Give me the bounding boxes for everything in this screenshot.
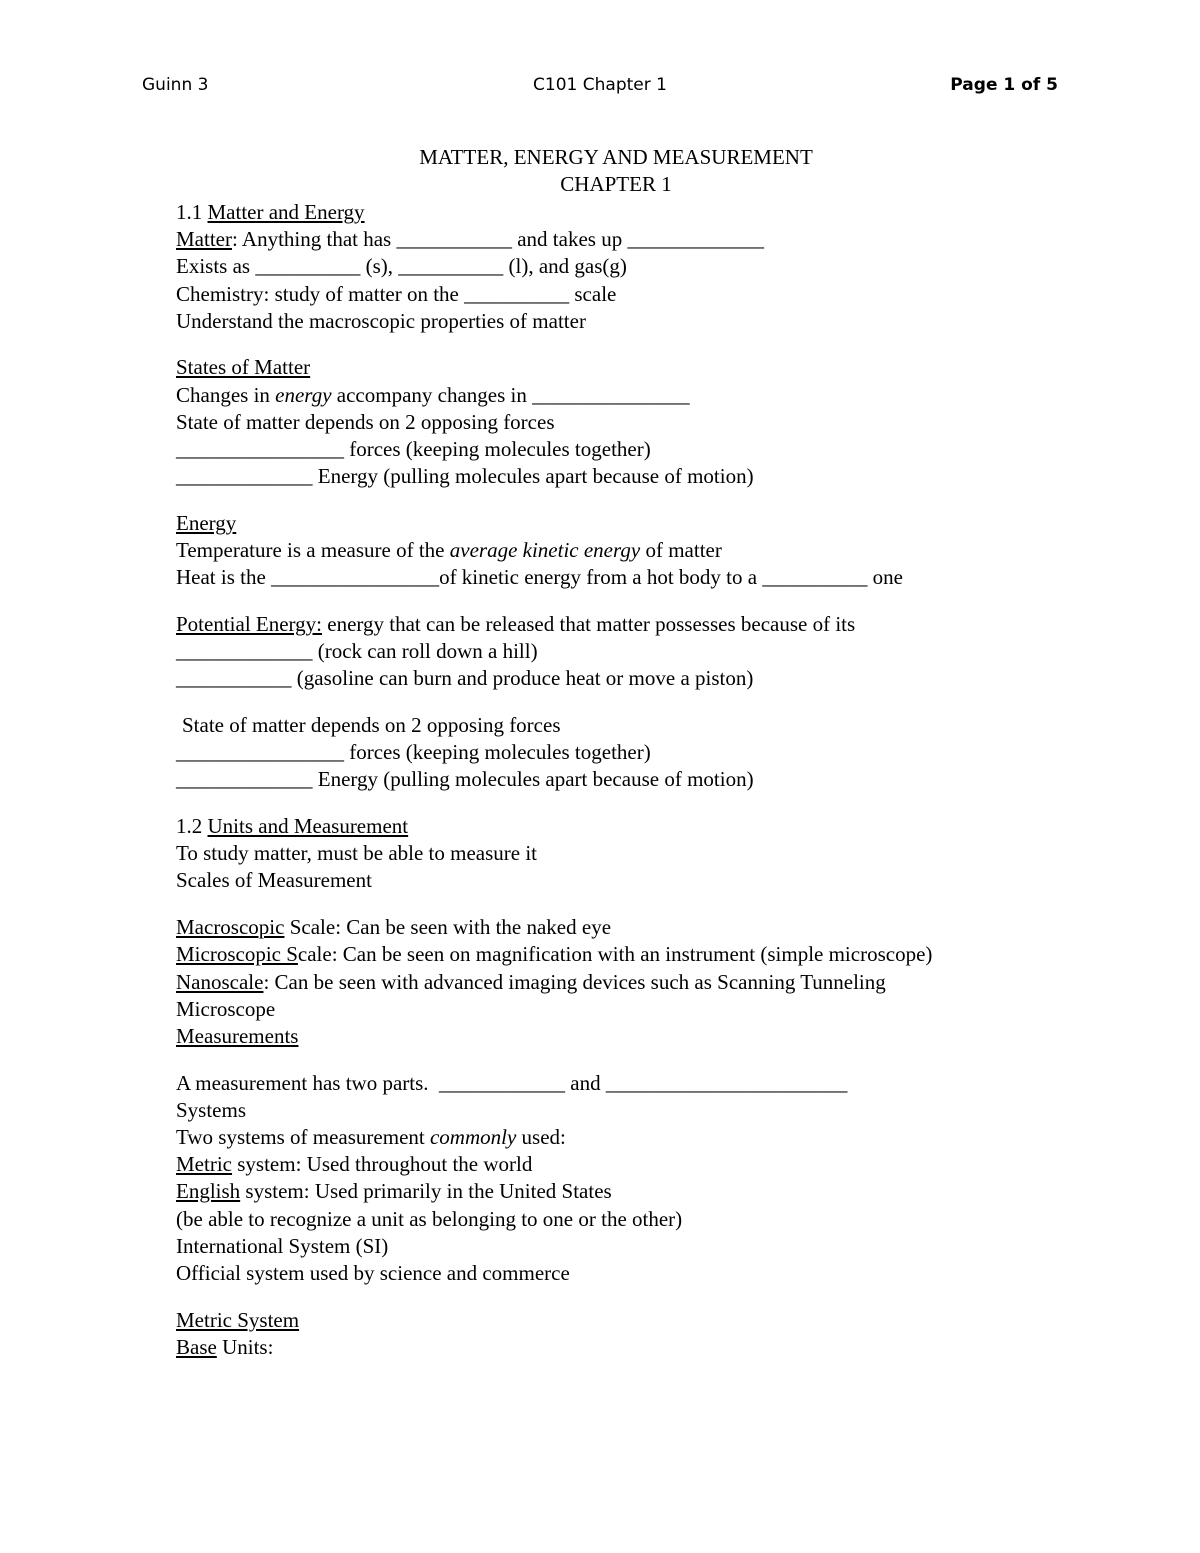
macroscopic-properties-line: Understand the macroscopic properties of matter (176, 308, 586, 333)
si-line: International System (SI) (176, 1233, 389, 1258)
document-body (176, 199, 1076, 1361)
matter-definition: Matter: Anything that has ___________ and takes up _____________ (176, 227, 764, 252)
gasoline-line: ___________ (gasoline can burn and produce heat or move a piston) (176, 666, 754, 691)
scales-of-measurement-line: Scales of Measurement (176, 868, 372, 893)
section-1-2-heading: 1.2 Units and Measurement (176, 814, 409, 839)
metric-system-line: Metric system: Used throughout the world (176, 1152, 533, 1177)
section-1-1-heading: 1.1 Matter and Energy (176, 200, 365, 224)
macroscopic-scale-line: Macroscopic Scale: Can be seen with the naked eye (176, 915, 612, 940)
header-author: Guinn 3 (142, 75, 209, 95)
energy-heading: Energy (176, 510, 237, 535)
states-of-matter-heading: States of Matter (176, 355, 311, 380)
opposing-forces-line: State of matter depends on 2 opposing forces (176, 409, 555, 434)
document-title (0, 144, 1200, 199)
header-page-number: Page 1 of 5 (950, 75, 1058, 95)
temperature-line: Temperature is a measure of the average kinetic energy of matter (176, 538, 722, 563)
measurement-parts-line: A measurement has two parts. ____________ and _______________________ (176, 1070, 848, 1095)
energy-motion-line: _____________ Energy (pulling molecules apart because of motion) (176, 464, 754, 489)
heat-line: Heat is the ________________of kinetic energy from a hot body to a __________ one (176, 565, 903, 590)
chemistry-definition: Chemistry: study of matter on the __________ scale (176, 281, 617, 306)
metric-system-heading: Metric System (176, 1307, 300, 1332)
microscopic-scale-line: Microscopic Scale: Can be seen on magnification with an instrument (simple microscope) (176, 942, 933, 967)
official-system-line: Official system used by science and commerce (176, 1260, 570, 1285)
opposing-forces-line-2: State of matter depends on 2 opposing forces (182, 713, 561, 737)
measurements-heading: Measurements (176, 1023, 299, 1048)
study-matter-line: To study matter, must be able to measure it (176, 841, 538, 866)
english-system-line: English system: Used primarily in the United States (176, 1179, 612, 1204)
forces-line: ________________ forces (keeping molecules together) (176, 437, 651, 461)
two-systems-line: Two systems of measurement commonly used: (176, 1124, 566, 1149)
energy-changes-line: Changes in energy accompany changes in _______________ (176, 382, 690, 407)
rock-line: _____________ (rock can roll down a hill) (176, 639, 538, 664)
recognize-unit-line: (be able to recognize a unit as belonging to one or the other) (176, 1206, 683, 1231)
header-course: C101 Chapter 1 (533, 75, 667, 95)
energy-motion-line-2: _____________ Energy (pulling molecules apart because of motion) (176, 767, 754, 792)
title-line-1: MATTER, ENERGY AND MEASUREMENT (419, 145, 813, 169)
title-line-2: CHAPTER 1 (560, 172, 672, 197)
nanoscale-line-cont: Microscope (176, 996, 276, 1021)
nanoscale-line: Nanoscale: Can be seen with advanced imaging devices such as Scanning Tunneling (176, 969, 886, 994)
potential-energy-line: Potential Energy: energy that can be released that matter possesses because of its (176, 611, 856, 636)
forces-line-2: ________________ forces (keeping molecules together) (176, 740, 651, 765)
exists-as-line: Exists as __________ (s), __________ (l), and gas(g) (176, 254, 627, 279)
base-units-line: Base Units: (176, 1334, 274, 1359)
systems-line: Systems (176, 1097, 247, 1122)
